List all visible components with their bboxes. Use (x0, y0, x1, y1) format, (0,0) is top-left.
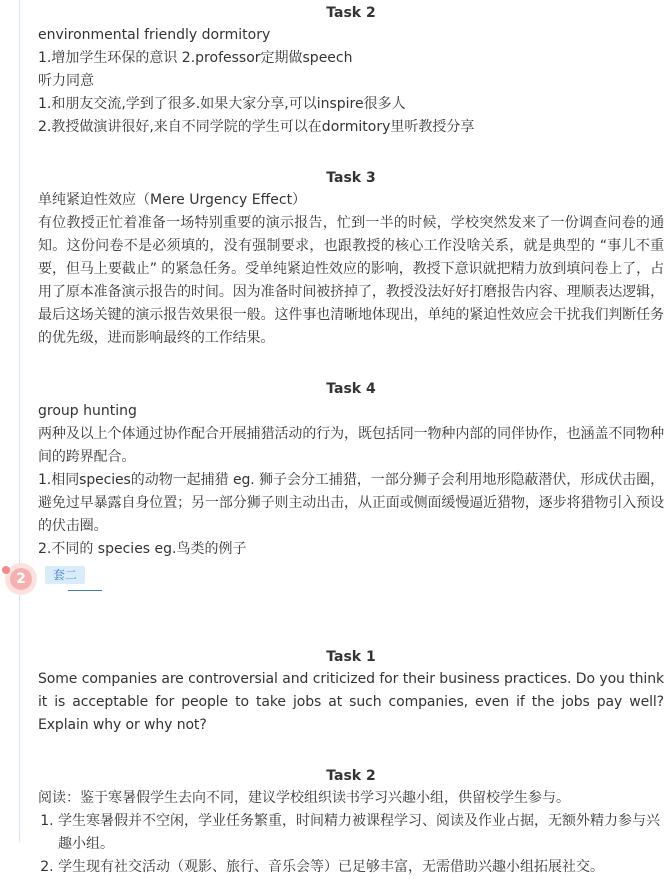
task-paragraph: 有位教授正忙着准备一场特别重要的演示报告，忙到一半的时候，学校突然发来了一份调查问卷的通知。这份问卷不是必须填的，没有强制要求，也跟教授的核心工作没啥关系，就是典型的 “事儿不重要，但马上要截止” 的紧急任务。受单纯紧迫性效应的影响，教授下意识就把精力放到填问卷上了，占用了原本准备演示报告的时间。因为准备时间被挤掉了，教授没法好好打磨报告内容、理顺表达逻辑，最后这场关键的演示报告效果很一般。这件事也清晰地体现出，单纯的紧迫性效应会干扰我们判断任务的优先级，进而影响最终的工作结果。 (38, 215, 664, 346)
text-line: 1.增加学生环保的意识 2.professor定期做speech (38, 50, 353, 66)
section-tag-underline (68, 590, 102, 591)
task-topic: environmental friendly dormitory (38, 27, 271, 43)
text-line: 2.教授做演讲很好,来自不同学院的学生可以在dormitory里听教授分享 (38, 119, 475, 135)
list-item: 1. 学生寒暑假并不空闲，学业任务繁重，时间精力被课程学习、阅读及作业占据，无额外精力参与兴趣小组。 (58, 810, 664, 856)
task-title: Task 1 (326, 649, 376, 665)
task-reading: 阅读：鉴于寒暑假学生去向不同，建议学校组织读书学习兴趣小组，供留校学生参与。 (38, 790, 570, 806)
task-paragraph: 1.相同species的动物一起捕猎 eg. 狮子会分工捕猎，一部分狮子会利用地形隐蔽潜伏，形成伏击圈，避免过早暴露自身位置；另一部分狮子则主动出击，从正面或侧面缓慢逼近猎物，逐步将猎物引入预设的伏击圈。 (38, 472, 664, 534)
section-tag[interactable]: 套二 (45, 566, 85, 584)
text-line: 1.和朋友交流,学到了很多.如果大家分享,可以inspire很多人 (38, 96, 406, 112)
task-paragraph: 两种及以上个体通过协作配合开展捕猎活动的行为，既包括同一物种内部的同伴协作，也涵盖不同物种间的跨界配合。 (38, 426, 664, 465)
task-title: Task 2 (326, 5, 376, 21)
list-item: 2. 学生现有社交活动（观影、旅行、音乐会等）已足够丰富，无需借助兴趣小组拓展社交。 (58, 856, 664, 879)
text-line: 2.不同的 species eg.鸟类的例子 (38, 541, 247, 557)
timeline-dot (2, 566, 10, 574)
ordered-list (38, 810, 664, 879)
task-question: Some companies are controversial and criticized for their business practices. Do you think it is acceptable for people to take jobs at such companies, even if the jobs pay well? Explain why or why not? (38, 671, 664, 733)
task-topic: group hunting (38, 403, 137, 419)
task-title: Task 3 (326, 170, 376, 186)
timeline-line (19, 0, 20, 842)
text-line: 听力同意 (38, 73, 94, 89)
document-body (38, 0, 664, 879)
task-title: Task 2 (326, 768, 376, 784)
section-number: 2 (10, 568, 32, 590)
task-topic: 单纯紧迫性效应（Mere Urgency Effect） (38, 192, 307, 208)
task-title: Task 4 (326, 381, 376, 397)
